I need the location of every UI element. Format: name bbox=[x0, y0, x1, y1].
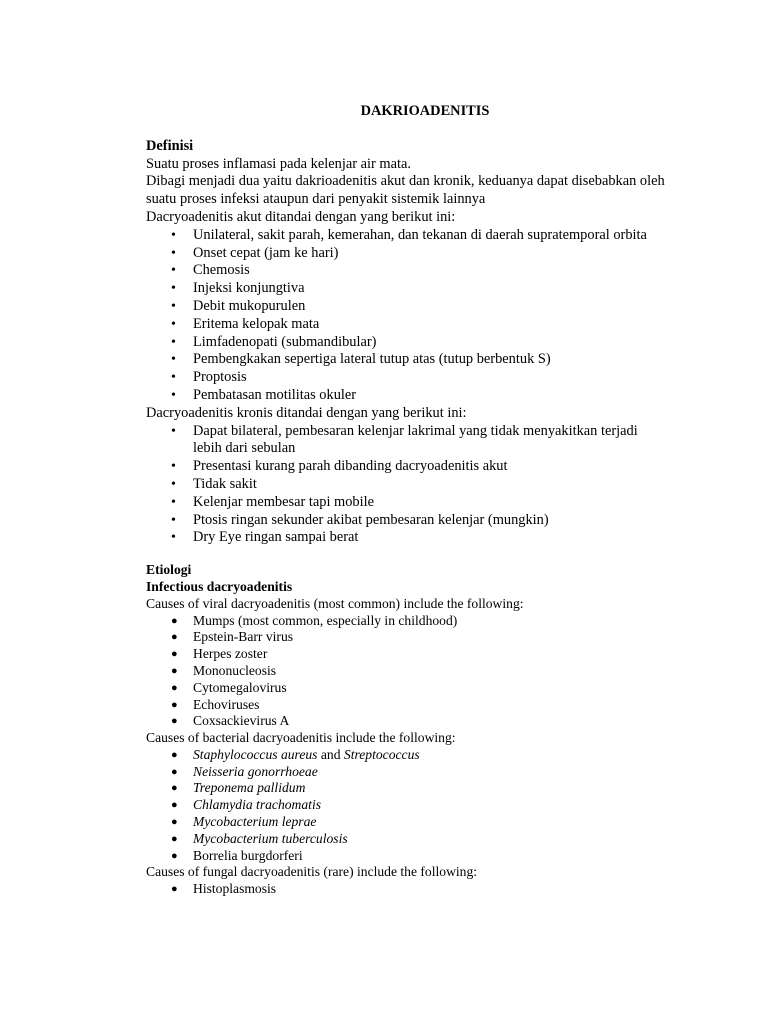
list-item: • Injeksi konjungtiva bbox=[171, 280, 305, 297]
bullet-icon: • bbox=[171, 512, 176, 528]
bullet-icon: ● bbox=[171, 614, 178, 627]
bullet-icon: ● bbox=[171, 698, 178, 711]
paragraph-bacterial-intro: Causes of bacterial dacryoadenitis include the following: bbox=[146, 730, 456, 746]
list-item: • Unilateral, sakit parah, kemerahan, dan tekanan di daerah supratemporal orbita bbox=[171, 226, 647, 243]
bullet-icon: ● bbox=[171, 832, 178, 845]
section-spacer bbox=[146, 547, 666, 562]
paragraph-fungal-intro: Causes of fungal dacryoadenitis (rare) include the following: bbox=[146, 864, 478, 880]
list-item: • Presentasi kurang parah dibanding dacryoadenitis akut bbox=[171, 458, 508, 475]
list-item: • Limfadenopati (submandibular) bbox=[171, 333, 377, 350]
paragraph-viral-intro: Causes of viral dacryoadenitis (most common) include the following: bbox=[146, 595, 524, 611]
list-item: • Debit mukopurulen bbox=[171, 297, 306, 314]
list-item: • Pembatasan motilitas okuler bbox=[171, 386, 357, 403]
fungal-causes-list bbox=[146, 881, 666, 898]
bullet-icon: • bbox=[171, 281, 176, 297]
list-item: • Proptosis bbox=[171, 369, 247, 386]
bullet-icon: ● bbox=[171, 883, 178, 896]
list-item: ● Echoviruses bbox=[171, 696, 260, 712]
list-item: ● Treponema pallidum bbox=[171, 780, 306, 796]
list-item: ● Mumps (most common, especially in childhood) bbox=[171, 612, 458, 628]
list-item: • Pembengkakan sepertiga lateral tutup atas (tutup berbentuk S) bbox=[171, 351, 551, 368]
bullet-icon: ● bbox=[171, 648, 178, 661]
bullet-icon: • bbox=[171, 423, 176, 439]
bullet-icon: ● bbox=[171, 715, 178, 728]
list-item: ● Mycobacterium tuberculosis bbox=[171, 830, 348, 846]
bullet-icon: • bbox=[171, 298, 176, 314]
list-item: ● Mycobacterium leprae bbox=[171, 814, 317, 830]
list-item: • Ptosis ringan sekunder akibat pembesaran kelenjar (mungkin) bbox=[171, 511, 549, 528]
paragraph-acute-intro: Dacryoadenitis akut ditandai dengan yang berikut ini: bbox=[146, 208, 456, 225]
bullet-icon: • bbox=[171, 370, 176, 386]
list-item: ● Staphylococcus aureus and Streptococcus bbox=[171, 746, 420, 762]
bullet-icon: • bbox=[171, 476, 176, 492]
etiology-section bbox=[146, 562, 666, 898]
bullet-icon: • bbox=[171, 334, 176, 350]
bullet-icon: • bbox=[171, 494, 176, 510]
list-item: ● Mononucleosis bbox=[171, 662, 277, 678]
bullet-icon: • bbox=[171, 352, 176, 368]
paragraph-chronic-intro: Dacryoadenitis kronis ditandai dengan yang berikut ini: bbox=[146, 404, 467, 421]
bullet-icon: ● bbox=[171, 816, 178, 829]
bullet-icon: • bbox=[171, 227, 176, 243]
bullet-icon: ● bbox=[171, 765, 178, 778]
bullet-icon: ● bbox=[171, 748, 178, 761]
bullet-icon: ● bbox=[171, 631, 178, 644]
paragraph-classification: Dibagi menjadi dua yaitu dakrioadenitis akut dan kronik, keduanya dapat disebabkan oleh suatu proses infeksi ataupun dari penyakit sistemik lainnya bbox=[146, 173, 665, 208]
acute-signs-list bbox=[146, 227, 666, 405]
bullet-icon: ● bbox=[171, 849, 178, 862]
list-item: ● Cytomegalovirus bbox=[171, 679, 287, 695]
bullet-icon: • bbox=[171, 530, 176, 546]
bullet-icon: • bbox=[171, 316, 176, 332]
list-item: ● Borrelia burgdorferi bbox=[171, 847, 303, 863]
chronic-signs-list bbox=[146, 423, 666, 548]
bullet-icon: ● bbox=[171, 799, 178, 812]
list-item: ● Epstein-Barr virus bbox=[171, 629, 294, 645]
bullet-icon: • bbox=[171, 459, 176, 475]
bullet-icon: ● bbox=[171, 681, 178, 694]
subheading-infectious: Infectious dacryoadenitis bbox=[146, 578, 293, 594]
list-item: • Dapat bilateral, pembesaran kelenjar lakrimal yang tidak menyakitkan terjadi lebih dari sebulan bbox=[171, 422, 638, 457]
list-item: • Chemosis bbox=[171, 262, 250, 279]
paragraph-definition: Suatu proses inflamasi pada kelenjar air mata. bbox=[146, 155, 411, 172]
bullet-icon: ● bbox=[171, 664, 178, 677]
document-title: DAKRIOADENITIS bbox=[360, 103, 490, 119]
list-item: ● Neisseria gonorrhoeae bbox=[171, 763, 318, 779]
document-body bbox=[146, 103, 666, 898]
list-item: ● Coxsackievirus A bbox=[171, 713, 290, 729]
list-item: • Kelenjar membesar tapi mobile bbox=[171, 493, 375, 510]
section-heading-etiologi: Etiologi bbox=[146, 562, 192, 578]
list-item: • Dry Eye ringan sampai berat bbox=[171, 529, 359, 546]
bullet-icon: • bbox=[171, 263, 176, 279]
bullet-icon: ● bbox=[171, 782, 178, 795]
list-item: ● Chlamydia trachomatis bbox=[171, 797, 322, 813]
list-item: ● Histoplasmosis bbox=[171, 881, 277, 897]
list-item: ● Herpes zoster bbox=[171, 646, 268, 662]
bullet-icon: • bbox=[171, 245, 176, 261]
list-item: • Tidak sakit bbox=[171, 475, 257, 492]
list-item: • Onset cepat (jam ke hari) bbox=[171, 244, 339, 261]
viral-causes-list bbox=[146, 613, 666, 731]
section-heading-definisi: Definisi bbox=[146, 137, 194, 154]
bacterial-causes-list bbox=[146, 747, 666, 865]
bullet-icon: • bbox=[171, 387, 176, 403]
list-item: • Eritema kelopak mata bbox=[171, 315, 320, 332]
